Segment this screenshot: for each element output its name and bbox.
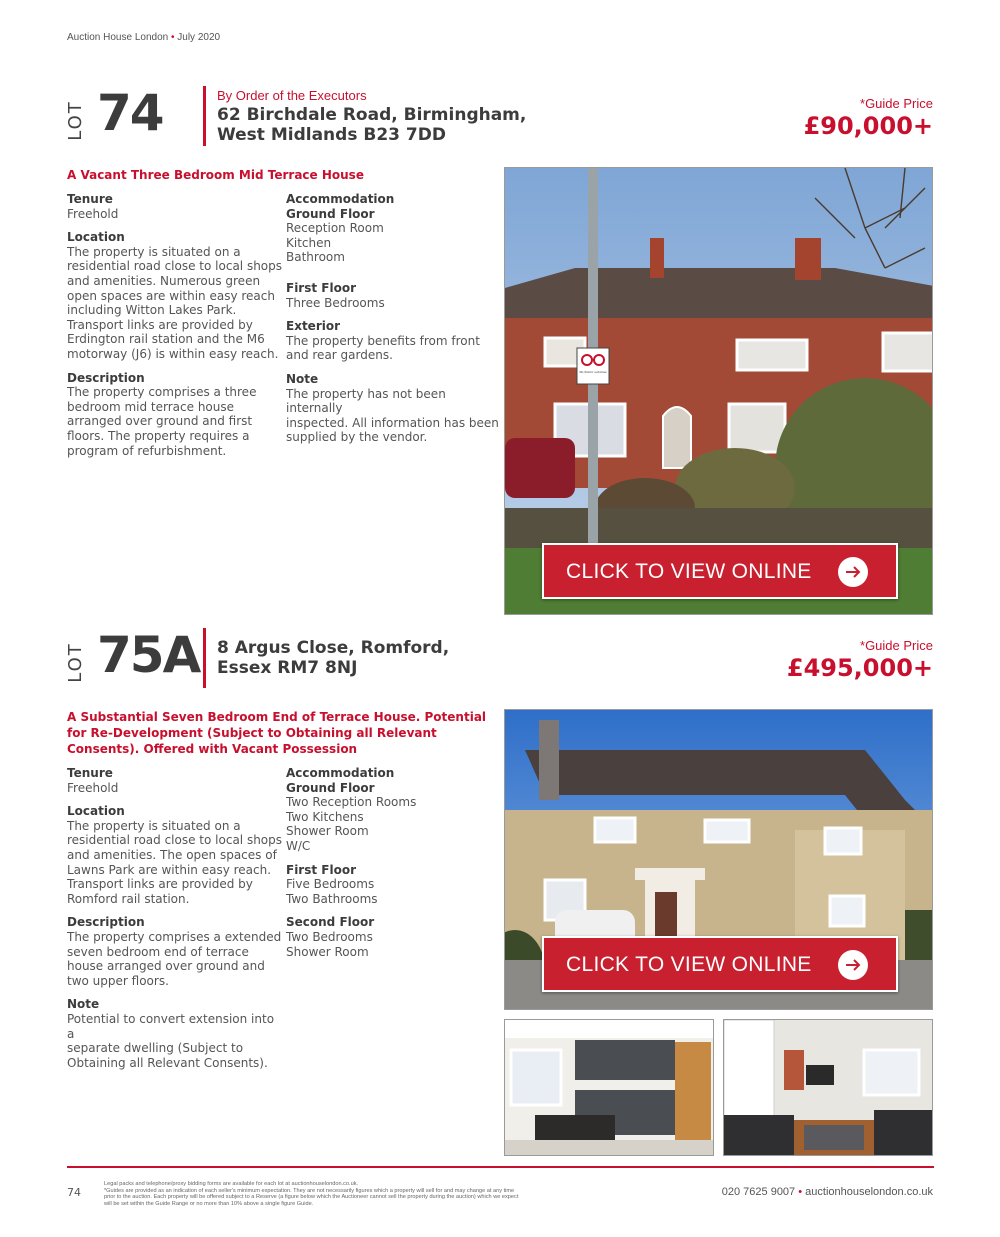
tenure-heading: Tenure bbox=[67, 192, 113, 206]
accommodation-heading: Accommodation bbox=[286, 766, 395, 780]
address-line-1: 8 Argus Close, Romford, bbox=[217, 638, 450, 658]
details-column-left bbox=[67, 192, 282, 458]
first-floor-heading: First Floor bbox=[286, 862, 357, 877]
note-text: Potential to convert extension into a separate dwelling (Subject to Obtaining all Relevant Consents). bbox=[67, 1011, 275, 1070]
address-line-2: West Midlands B23 7DD bbox=[217, 125, 446, 145]
property-address bbox=[217, 638, 449, 678]
tenure-heading: Tenure bbox=[67, 766, 113, 780]
ground-floor-heading: Ground Floor bbox=[286, 780, 375, 795]
first-floor-text: Five Bedrooms Two Bathrooms bbox=[286, 877, 378, 906]
property-photo[interactable] bbox=[504, 167, 933, 615]
accommodation-heading: Accommodation bbox=[286, 192, 395, 206]
ground-floor-text: Reception Room Kitchen Bathroom bbox=[286, 221, 384, 265]
phone-number[interactable]: 020 7625 9007 bbox=[721, 1186, 796, 1198]
address-line-1: 62 Birchdale Road, Birmingham, bbox=[217, 105, 527, 125]
description-heading: Description bbox=[67, 915, 145, 930]
separator-dot: • bbox=[170, 32, 175, 43]
footer-rule bbox=[67, 1166, 934, 1168]
ground-floor-heading: Ground Floor bbox=[286, 206, 375, 221]
first-floor-text: Three Bedrooms bbox=[286, 295, 385, 310]
description-heading: Description bbox=[67, 370, 145, 385]
property-address bbox=[217, 105, 526, 145]
view-online-button[interactable] bbox=[542, 936, 898, 992]
location-text: The property is situated on a residential road close to local shops and amenities. Numerous green open spaces are within easy reach including Witton Lakes Park. Transport links are provided by Erdington rail station and the M6 motorway (J6) is within easy reach. bbox=[67, 244, 283, 361]
publisher-name: Auction House London bbox=[67, 32, 169, 43]
location-text: The property is situated on a residential road close to local shops and amenities. The open spaces of Lawns Park are within easy reach. Transport links are provided by Romford rail station. bbox=[67, 818, 283, 906]
lot-divider bbox=[203, 86, 206, 146]
details-column-right bbox=[286, 766, 501, 959]
first-floor-heading: First Floor bbox=[286, 280, 357, 295]
view-online-label: CLICK TO VIEW ONLINE bbox=[566, 560, 812, 583]
running-head bbox=[67, 32, 220, 43]
tenure-text: Freehold bbox=[67, 206, 119, 221]
legal-line: prior to the auction. Each property will be offered subject to a Reserve (a figure below which the Auctioneer cannot sell the property during the auction) which we expect bbox=[104, 1194, 519, 1201]
details-column-right bbox=[286, 192, 501, 445]
kitchen-illustration bbox=[505, 1020, 714, 1156]
arrow-right-icon bbox=[838, 557, 868, 587]
page-number: 74 bbox=[67, 1186, 81, 1199]
svg-text:No Public vehicles: No Public vehicles bbox=[579, 370, 607, 374]
living-room-illustration bbox=[724, 1020, 933, 1156]
legal-notice bbox=[104, 1181, 644, 1207]
exterior-heading: Exterior bbox=[286, 319, 341, 334]
lot-headline: A Substantial Seven Bedroom End of Terrace House. Potential for Re-Development (Subject to Obtaining all Relevant Consents). Offered with Vacant Possession bbox=[67, 710, 487, 756]
location-heading: Location bbox=[67, 804, 125, 819]
lot-number: 74 bbox=[97, 84, 163, 142]
guide-price-label: *Guide Price bbox=[860, 96, 933, 111]
lot-label: LOT bbox=[64, 642, 86, 683]
legal-line: Legal packs and telephone/proxy bidding forms are available for each lot at auctionhouselondon.co.uk. bbox=[104, 1181, 359, 1187]
lot-headline: A Vacant Three Bedroom Mid Terrace House bbox=[67, 168, 364, 182]
description-text: The property comprises a three bedroom mid terrace house arranged over ground and first floors. The property requires a program of refurbishment. bbox=[67, 385, 257, 458]
guide-price-label: *Guide Price bbox=[860, 638, 933, 653]
note-heading: Note bbox=[286, 371, 319, 386]
note-heading: Note bbox=[67, 997, 100, 1012]
note-text: The property has not been internally inspected. All information has been supplied by the vendor. bbox=[286, 386, 499, 445]
lot-number: 75A bbox=[97, 626, 200, 684]
view-online-button[interactable] bbox=[542, 543, 898, 599]
ground-floor-text: Two Reception Rooms Two Kitchens Shower Room W/C bbox=[286, 795, 417, 853]
footer-contact bbox=[722, 1186, 933, 1198]
guide-price: £495,000+ bbox=[786, 654, 933, 682]
lot-label: LOT bbox=[64, 100, 86, 141]
address-line-2: Essex RM7 8NJ bbox=[217, 658, 358, 678]
arrow-right-icon bbox=[838, 950, 868, 980]
location-heading: Location bbox=[67, 230, 125, 245]
details-column-left bbox=[67, 766, 282, 1070]
legal-line: *Guides are provided as an indication of each seller's minimum expectation. They are not necessarily figures which a property will sell for and may change at any time bbox=[104, 1187, 515, 1194]
view-online-label: CLICK TO VIEW ONLINE bbox=[566, 953, 812, 976]
separator-dot: • bbox=[798, 1186, 803, 1198]
second-floor-text: Two Bedrooms Shower Room bbox=[286, 929, 373, 959]
issue-date: July 2020 bbox=[177, 32, 221, 43]
exterior-text: The property benefits from front and rear gardens. bbox=[286, 333, 480, 363]
property-photo[interactable] bbox=[504, 709, 933, 1010]
kitchen-photo[interactable] bbox=[504, 1019, 714, 1156]
guide-price: £90,000+ bbox=[803, 112, 933, 140]
legal-line: will be set within the Guide Range or no more than 10% above a single figure Guide. bbox=[104, 1200, 314, 1207]
order-note: By Order of the Executors bbox=[217, 88, 367, 103]
description-text: The property comprises a extended seven bedroom end of terrace house arranged over ground and two upper floors. bbox=[67, 929, 282, 988]
website-link[interactable]: auctionhouselondon.co.uk bbox=[805, 1186, 933, 1198]
lot-divider bbox=[203, 628, 206, 688]
living-room-photo[interactable] bbox=[723, 1019, 933, 1156]
second-floor-heading: Second Floor bbox=[286, 915, 375, 930]
tenure-text: Freehold bbox=[67, 780, 119, 795]
